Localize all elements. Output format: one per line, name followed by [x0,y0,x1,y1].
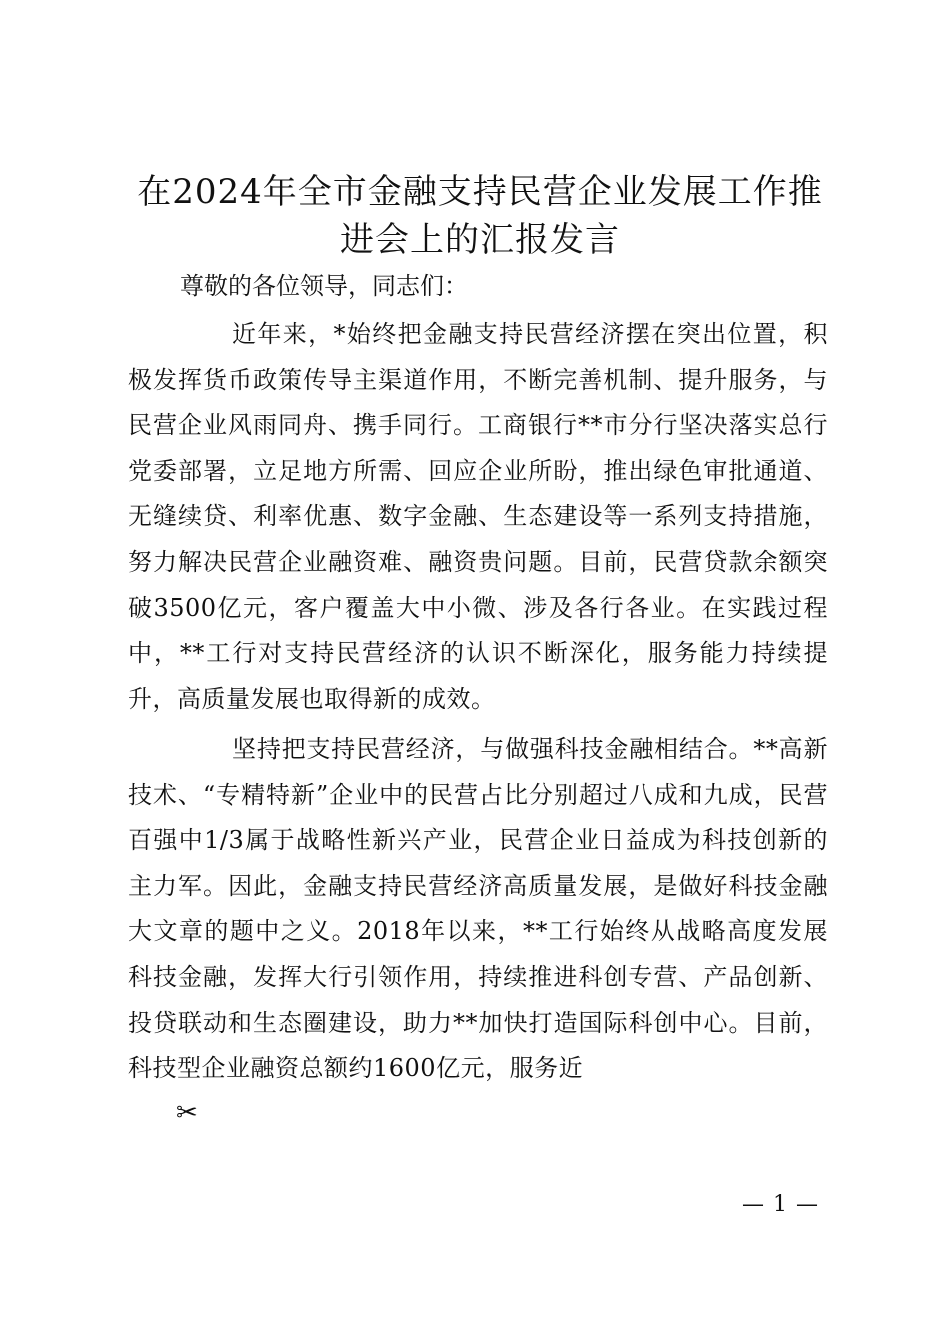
body-paragraph-2: 坚持把支持民营经济，与做强科技金融相结合。**高新技术、“专精特新”企业中的民营占比分别超过八成和九成，民营百强中1/3属于战略性新兴产业，民营企业日益成为科技创新的主力军。因此，金融支持民营经济高质量发展，是做好科技金融大文章的题中之义。2018年以来，**工行始终从战略高度发展科技金融，发挥大行引领作用，持续推进科创专营、产品创新、投贷联动和生态圈建设，助力**加快打造国际科创中心。目前，科技型企业融资总额约1600亿元，服务近 [128,735,828,1083]
body-paragraph-1: 近年来，*始终把金融支持民营经济摆在突出位置，积极发挥货币政策传导主渠道作用，不断完善机制、提升服务，与民营企业风雨同舟、携手同行。工商银行**市分行坚决落实总行党委部署，立足地方所需、回应企业所盼，推出绿色审批通道、无缝续贷、利率优惠、数字金融、生态建设等一系列支持措施，努力解决民营企业融资难、融资贵问题。目前，民营贷款余额突破3500亿元，客户覆盖大中小微、涉及各行各业。在实践过程中，**工行对支持民营经济的认识不断深化，服务能力持续提升，高质量发展也取得新的成效。 [128,320,828,713]
salutation: 尊敬的各位领导，同志们： [180,272,468,300]
scissors-icon: ✂ [176,1098,198,1128]
document-title: 在2024年全市金融支持民营企业发展工作推进会上的汇报发言 [137,172,823,260]
page-number: — 1 — [742,1192,819,1217]
